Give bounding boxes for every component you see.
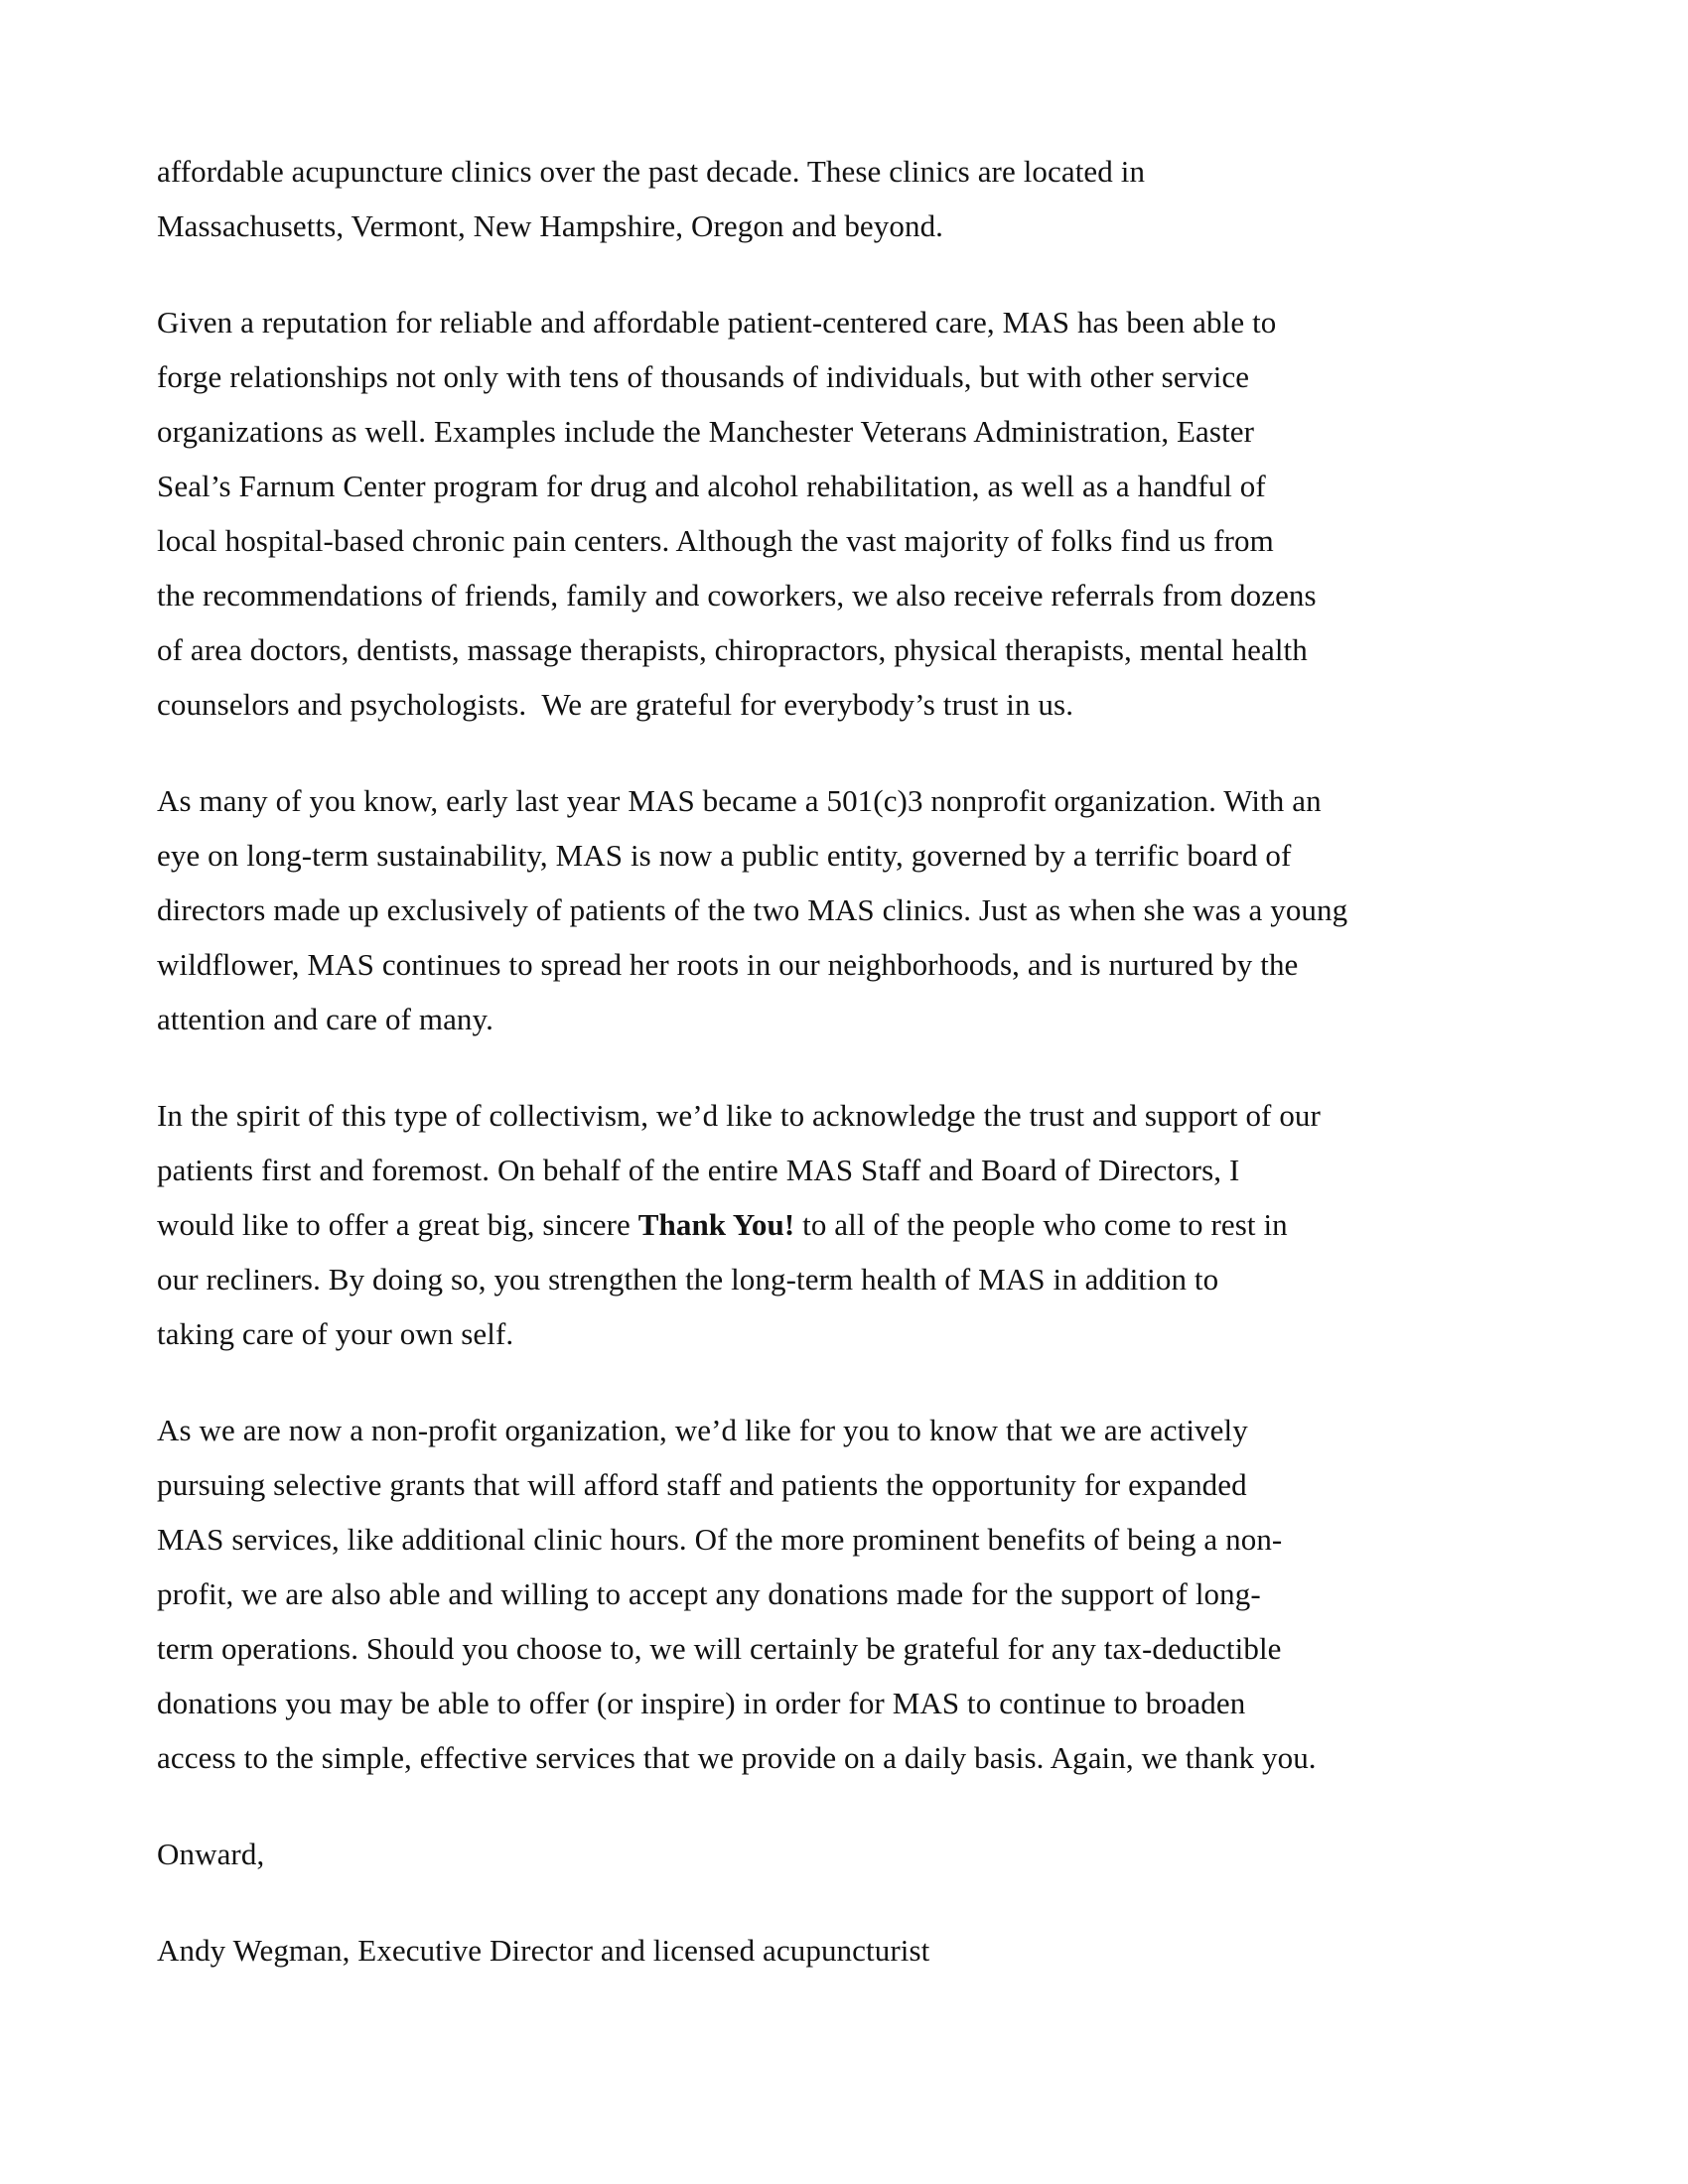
paragraph-reputation: Given a reputation for reliable and affordable patient-centered care, MAS has been able to forge relationships not only with tens of thousands of individuals, but with other service organizations as well. Examples include the Manchester Veterans Administration, Easter Seal’s Farnum Center program for drug and alcohol rehabilitation, as well as a handful of local hospital-based chronic pain centers. Although the vast majority of folks find us from the recommendations of friends, family and coworkers, we also receive referrals from dozens of area doctors, dentists, massage therapists, chiropractors, physical therapists, mental health counselors and psychologists. We are grateful for everybody’s trust in us. <box>157 305 1317 722</box>
bold-emphasis: Thank You! <box>637 1207 795 1242</box>
letter-body <box>157 144 1529 1978</box>
closing-line: Onward, <box>157 1837 265 1871</box>
paragraph-nonprofit-status: As many of you know, early last year MAS became a 501(c)3 nonprofit organization. With an eye on long-term sustainability, MAS is now a public entity, governed by a terrific board of directors made up exclusively of patients of the two MAS clinics. Just as when she was a young wildflower, MAS continues to spread her roots in our neighborhoods, and is nurtured by the attention and care of many. <box>157 783 1348 1036</box>
paragraph-donations: As we are now a non-profit organization, we’d like for you to know that we are actively pursuing selective grants that will afford staff and patients the opportunity for expanded MAS services, like additional clinic hours. Of the more prominent benefits of being a non- profit, we are also able and willing to accept any donations made for the support of long- term operations. Should you choose to, we will certainly be grateful for any tax-deductible donations you may be able to offer (or inspire) in order for MAS to continue to broaden access to the simple, effective services that we provide on a daily basis. Again, we thank you. <box>157 1413 1317 1775</box>
paragraph-thank-you: In the spirit of this type of collectivism, we’d like to acknowledge the trust and support of our patients first and foremost. On behalf of the entire MAS Staff and Board of Directors, I would like to offer a great big, sincere Thank You! to all of the people who come to rest in our recliners. By doing so, you strengthen the long-term health of MAS in addition to taking care of your own self. <box>157 1098 1321 1351</box>
signature-line: Andy Wegman, Executive Director and licensed acupuncturist <box>157 1933 930 1968</box>
paragraph-continued-intro: affordable acupuncture clinics over the past decade. These clinics are located in Massachusetts, Vermont, New Hampshire, Oregon and beyond. <box>157 154 1146 243</box>
